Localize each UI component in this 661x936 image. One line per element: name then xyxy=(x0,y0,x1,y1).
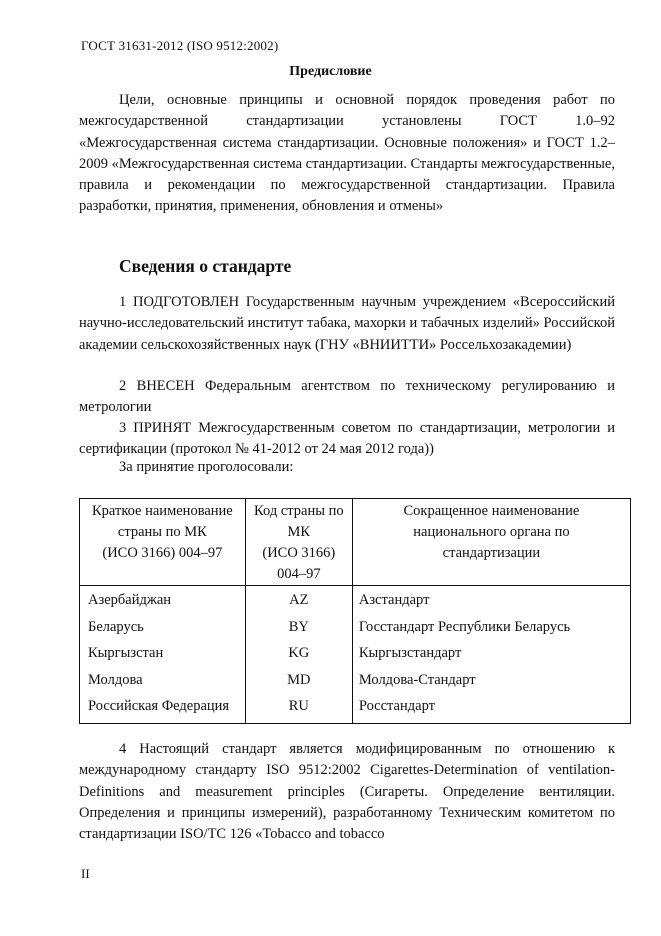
body-cell: Росстандарт xyxy=(358,698,435,714)
header-national-body xyxy=(352,499,630,586)
header-line: 004–97 xyxy=(277,566,321,582)
header-line: национального органа по xyxy=(413,524,570,540)
body-cell: Азстандарт xyxy=(358,592,430,608)
body-cell: Госстандарт Республики Беларусь xyxy=(358,618,571,635)
document-code-header: ГОСТ 31631-2012 (ISO 9512:2002) xyxy=(81,38,279,53)
header-line: МК xyxy=(287,524,311,540)
code-cell: AZ xyxy=(289,592,309,608)
code-cell: MD xyxy=(287,671,311,688)
header-line: (ИСО 3166) xyxy=(262,545,336,561)
country-cell: Российская Федерация xyxy=(88,698,230,714)
country-cell: Кыргызстан xyxy=(88,645,164,661)
national-body-column xyxy=(352,586,630,724)
header-line: стандартизации xyxy=(442,545,541,561)
country-cell: Азербайджан xyxy=(88,592,172,608)
header-line: (ИСО 3166) 004–97 xyxy=(102,545,223,561)
header-line: Сокращенное наименование xyxy=(403,503,580,519)
standard-info-heading: Сведения о стандарте xyxy=(119,256,292,276)
voting-table xyxy=(79,498,631,724)
body-cell: Молдова-Стандарт xyxy=(358,671,476,688)
table-header-row xyxy=(80,499,631,586)
code-cell: KG xyxy=(288,645,310,661)
page-number: II xyxy=(81,866,90,881)
header-line: Код страны по xyxy=(254,503,344,519)
body-cell: Кыргызстандарт xyxy=(358,645,462,661)
info-item-3: 3 ПРИНЯТ Межгосударственным советом по стандартизации, метрологии и сертификации (протокол № 41-2012 от 24 мая 2012 года)) xyxy=(79,420,615,458)
code-cell: RU xyxy=(288,698,309,714)
voted-label: За принятие проголосовали: xyxy=(119,459,294,475)
header-line: страны по МК xyxy=(117,524,207,540)
header-country-code xyxy=(245,499,352,586)
foreword-title: Предисловие xyxy=(289,64,372,79)
foreword-paragraph: Цели, основные принципы и основной порядок проведения работ по межгосударственной стандартизации установлены ГОСТ 1.0–92 «Межгосударственная система стандартизации. Основные положения» и ГОСТ 1.2–2009 «Межгосударственная система стандартизации. Стандарты межгосударственные, правила и рекомендации по межгосударственной стандартизации. Правила разработки, принятия, применения, обновления и отмены» xyxy=(79,92,615,215)
header-line: Краткое наименование xyxy=(92,503,233,519)
header-country-name xyxy=(80,499,246,586)
info-item-1: 1 ПОДГОТОВЛЕН Государственным научным учреждением «Всероссийский научно-исследовательский институт табака, махорки и табачных изделий» Российской академии сельскохозяйственных наук (ГНУ «ВНИИТТИ» Россельхозакадемии) xyxy=(79,294,615,353)
country-column xyxy=(80,586,246,724)
table-body-row xyxy=(80,586,631,724)
info-item-2: 2 ВНЕСЕН Федеральным агентством по техническому регулированию и метрологии xyxy=(79,378,615,416)
code-cell: BY xyxy=(288,618,309,635)
country-cell: Беларусь xyxy=(88,618,144,635)
country-cell: Молдова xyxy=(88,671,143,688)
info-item-4: 4 Настоящий стандарт является модифицированным по отношению к международному стандарту ISO 9512:2002 Cigarettes-Determination of ventilation-Definitions and measurement principles (Сигареты. Определение вентиляции. Определения и принципы измерений), разработанному Техническим комитетом по стандартизации ISO/TC 126 «Tobacco and tobacco xyxy=(79,741,615,843)
code-column xyxy=(245,586,352,724)
